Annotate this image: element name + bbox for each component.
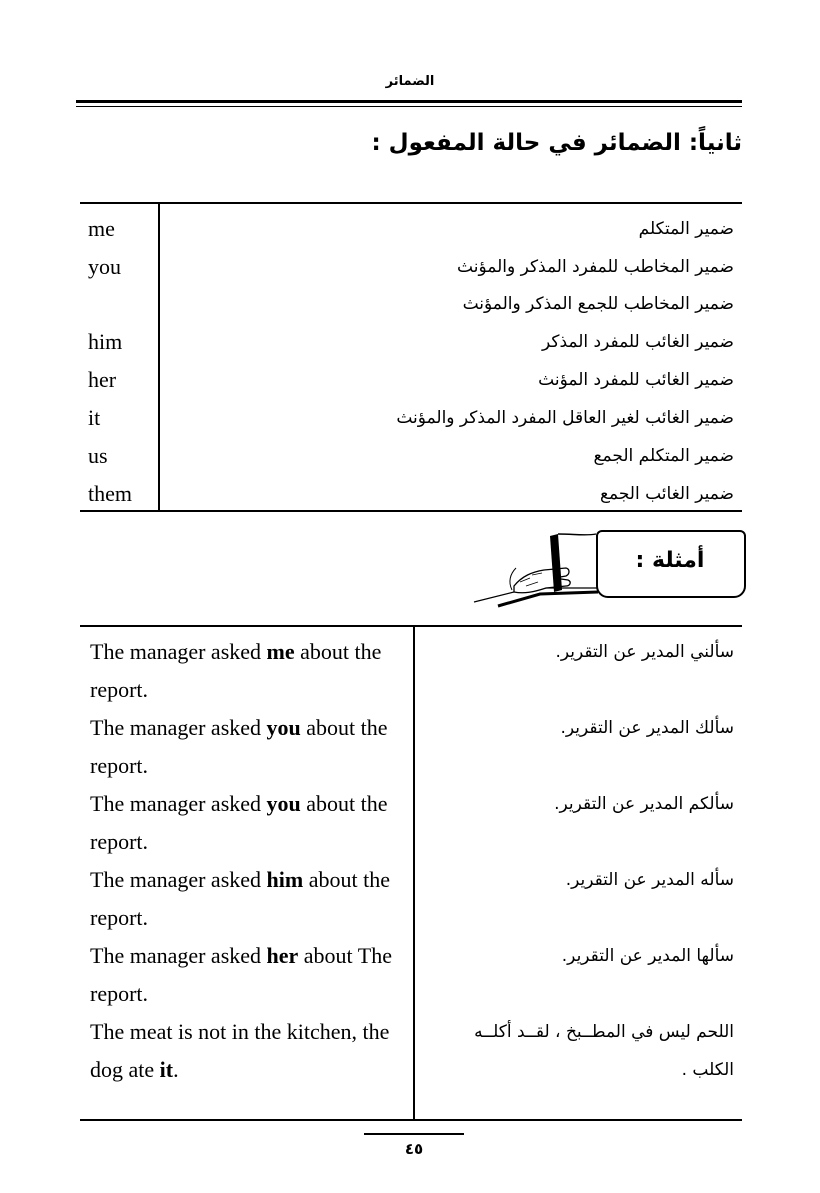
section-title: ثانياً: الضمائر في حالة المفعول : <box>371 130 742 156</box>
pronoun-english: him <box>88 329 123 354</box>
pronoun-arabic: ضمير المتكلم <box>638 219 734 239</box>
pronoun-english: them <box>88 481 132 506</box>
example-english: The manager asked you about the report. <box>90 715 388 778</box>
example-english: The manager asked you about the report. <box>90 791 388 854</box>
example-english: The manager asked him about the report. <box>90 867 390 930</box>
column-divider <box>413 627 415 1119</box>
example-arabic: سألكم المدير عن التقرير. <box>554 794 734 814</box>
pronoun-table <box>80 202 742 512</box>
header-rule <box>76 100 742 103</box>
pronoun-arabic: ضمير المتكلم الجمع <box>593 446 734 466</box>
example-english: The manager asked me about the report. <box>90 639 382 702</box>
object-pronoun: you <box>266 715 301 740</box>
object-pronoun: you <box>266 791 301 816</box>
object-pronoun: it <box>159 1057 174 1082</box>
pronoun-arabic: ضمير الغائب للمفرد المؤنث <box>538 370 734 390</box>
column-divider <box>158 204 160 510</box>
pronoun-english: her <box>88 367 117 392</box>
object-pronoun: him <box>266 867 304 892</box>
pronoun-english: you <box>88 254 121 279</box>
header-rule-thin <box>76 106 742 107</box>
pronoun-english: us <box>88 443 108 468</box>
pronoun-arabic: ضمير المخاطب للجمع المذكر والمؤنث <box>462 294 734 314</box>
pronoun-arabic: ضمير الغائب للمفرد المذكر <box>541 332 734 352</box>
example-arabic: اللحم ليس في المطــبخ ، لقــد أكلــه الكلب . <box>474 1022 734 1080</box>
object-pronoun: me <box>266 639 295 664</box>
object-pronoun: her <box>266 943 299 968</box>
page-number: ٤٥ <box>404 1140 424 1158</box>
pronoun-arabic: ضمير المخاطب للمفرد المذكر والمؤنث <box>457 257 734 277</box>
pronoun-english: it <box>88 405 101 430</box>
example-english: The manager asked her about The report. <box>90 943 392 1006</box>
hand-writing-icon <box>470 528 610 610</box>
pronoun-english: me <box>88 216 115 241</box>
examples-table <box>80 625 742 1121</box>
footer-rule <box>364 1133 464 1135</box>
example-english: The meat is not in the kitchen, the dog ate it. <box>90 1019 390 1082</box>
example-arabic: سألها المدير عن التقرير. <box>561 946 734 966</box>
example-arabic: سألني المدير عن التقرير. <box>555 642 734 662</box>
running-header: الضمائر <box>385 74 435 89</box>
examples-heading: أمثلة : <box>635 548 705 573</box>
pronoun-arabic: ضمير الغائب لغير العاقل المفرد المذكر والمؤنث <box>396 408 734 428</box>
example-arabic: سأله المدير عن التقرير. <box>565 870 734 890</box>
pronoun-arabic: ضمير الغائب الجمع <box>599 484 734 504</box>
example-arabic: سألك المدير عن التقرير. <box>560 718 734 738</box>
